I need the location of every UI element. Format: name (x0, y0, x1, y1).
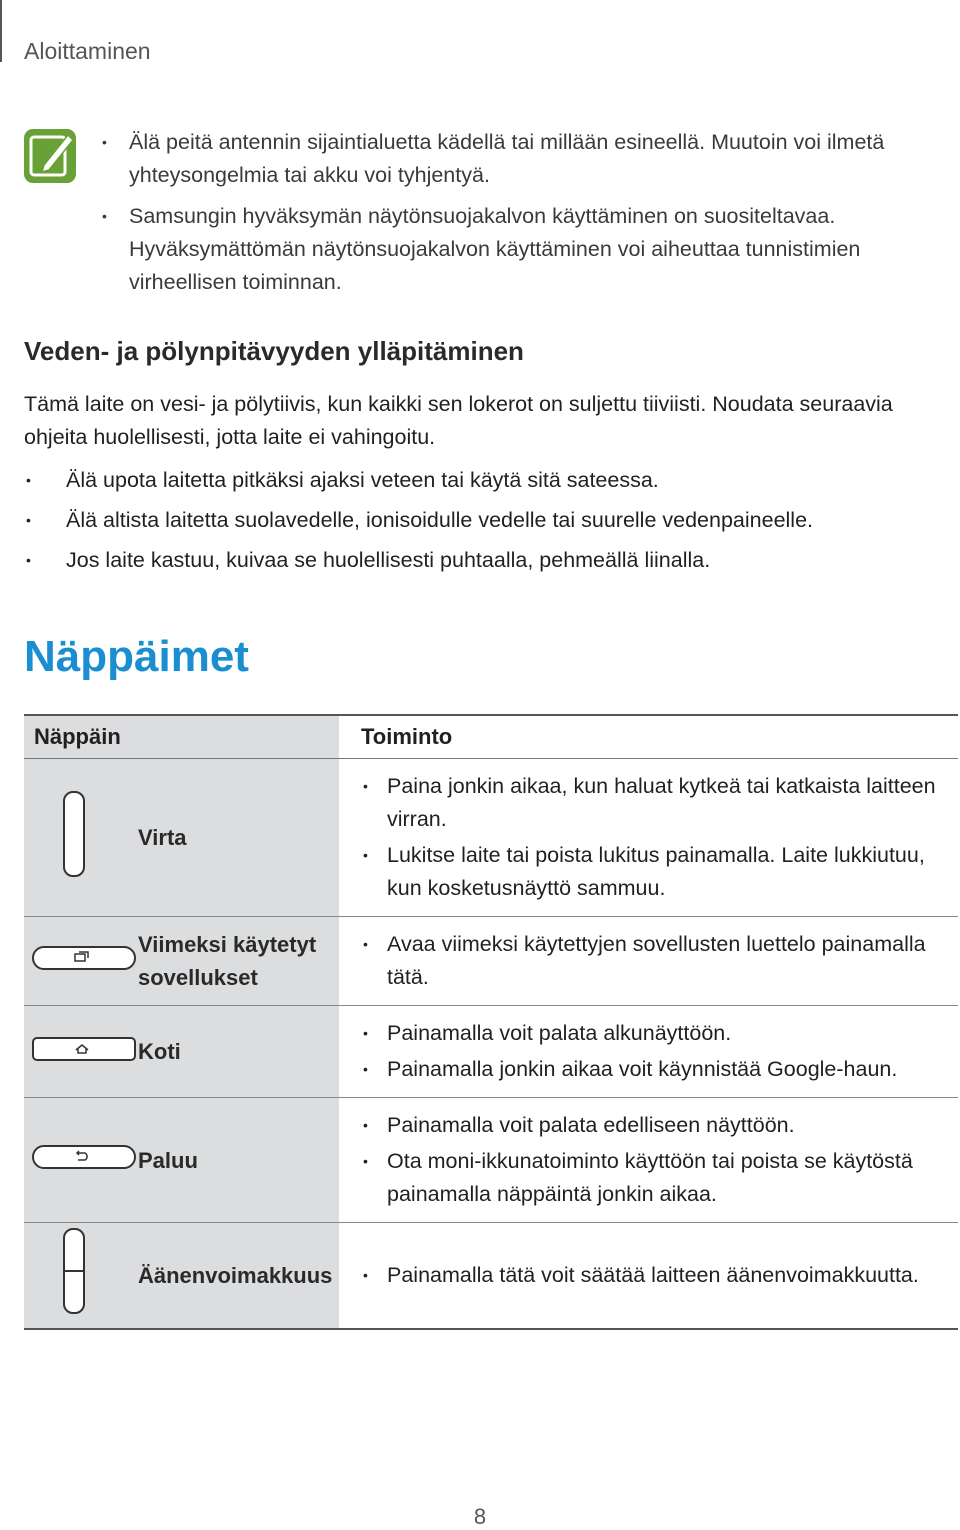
note-pencil-icon (24, 129, 76, 183)
function-item: • Painamalla tätä voit säätää laitteen äänenvoimakkuutta. (361, 1259, 958, 1292)
key-name-recent-apps: Viimeksi käytetyt sovellukset (138, 932, 317, 990)
section-label: Aloittaminen (24, 38, 151, 64)
water-heading: Veden- ja pölynpitävyyden ylläpitäminen (24, 336, 524, 366)
note-item: • Samsungin hyväksymän näytönsuojakalvon käyttäminen on suositeltavaa. Hyväksymättömän näytönsuojakalvon käyttäminen voi aiheuttaa tunnistimien virheellisen toiminnan. (100, 200, 920, 299)
page-number: 8 (473, 1504, 487, 1529)
key-name-volume: Äänenvoimakkuus (138, 1262, 333, 1288)
function-item: • Painamalla jonkin aikaa voit käynnistää Google-haun. (361, 1053, 958, 1086)
key-name-back: Paluu (138, 1147, 198, 1173)
column-header-function: Toiminto (339, 715, 958, 759)
power-key-icon (32, 790, 132, 886)
table-row (24, 1223, 958, 1329)
volume-key-icon (32, 1227, 132, 1323)
function-item: • Painamalla voit palata edelliseen näyttöön. (361, 1109, 958, 1142)
table-row (24, 1098, 958, 1223)
keys-table (24, 714, 958, 1330)
water-item: • Älä upota laitetta pitkäksi ajaksi veteen tai käytä sitä sateessa. (24, 464, 934, 497)
home-key-icon (32, 1035, 138, 1069)
water-item: • Älä altista laitetta suolavedelle, ionisoidulle vedelle tai suurelle vedenpaineelle. (24, 504, 934, 537)
water-item: • Jos laite kastuu, kuivaa se huolellisesti puhtaalla, pehmeällä liinalla. (24, 544, 934, 577)
function-item: • Lukitse laite tai poista lukitus painamalla. Laite lukkiutuu, kun kosketusnäyttö sammuu. (361, 839, 958, 905)
table-row (24, 759, 958, 917)
back-key-icon (32, 1143, 138, 1177)
column-header-key: Näppäin (24, 715, 339, 759)
function-item: • Paina jonkin aikaa, kun haluat kytkeä tai katkaista laitteen virran. (361, 770, 958, 836)
key-name-power: Virta (138, 825, 187, 850)
table-row (24, 1006, 958, 1098)
key-name-home: Koti (138, 1039, 181, 1064)
function-item: • Painamalla voit palata alkunäyttöön. (361, 1017, 958, 1050)
keys-title: Näppäimet (24, 632, 249, 681)
table-row (24, 917, 958, 1006)
table-header-row (24, 715, 958, 759)
function-item: • Ota moni-ikkunatoiminto käyttöön tai poista se käytöstä painamalla näppäintä jonkin aikaa. (361, 1145, 958, 1211)
function-item: • Avaa viimeksi käytettyjen sovellusten luettelo painamalla tätä. (361, 928, 958, 994)
note-list (100, 126, 920, 307)
note-item: • Älä peitä antennin sijaintialuetta kädellä tai millään esineellä. Muutoin voi ilmetä yhteysongelmia tai akku voi tyhjentyä. (100, 126, 920, 192)
recent-apps-key-icon (32, 944, 138, 978)
water-intro: Tämä laite on vesi- ja pölytiivis, kun kaikki sen lokerot on suljettu tiiviisti. Noudata seuraavia ohjeita huolellisesti, jotta laite ei vahingoitu. (24, 392, 893, 449)
water-list (24, 464, 934, 584)
margin-rule (0, 0, 2, 62)
